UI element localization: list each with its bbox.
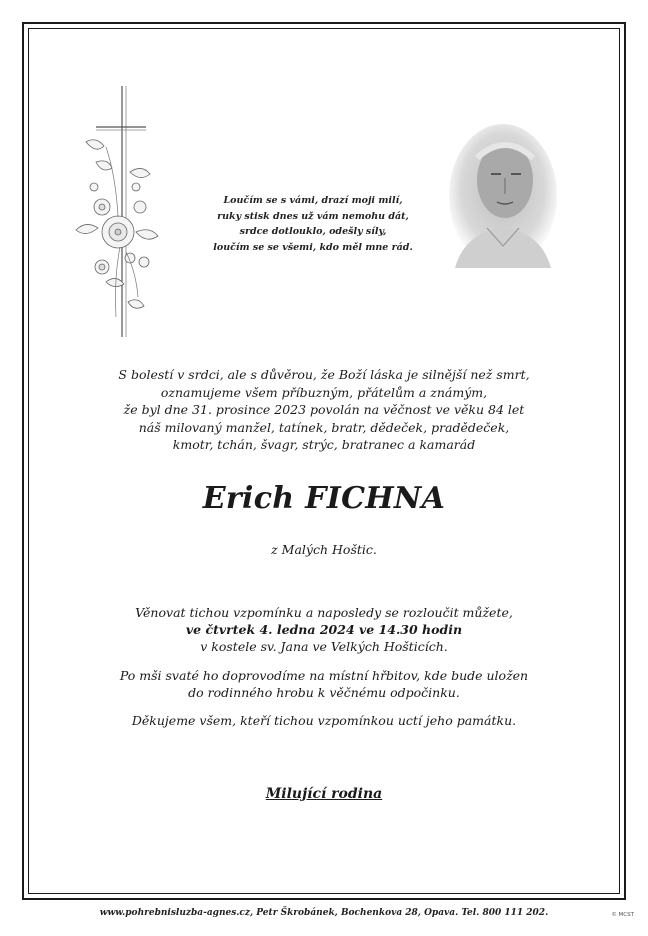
thanks-text: Děkujeme všem, kteří tichou vzpomínkou uctí jeho památku. (131, 713, 517, 728)
ceremony-line: Věnovat tichou vzpomínku a naposledy se rozloučit můžete, (135, 605, 513, 620)
burial-line: Po mši svaté ho doprovodíme na místní hřbitov, kde bude uložen (119, 668, 529, 683)
burial-info (60, 667, 588, 701)
poem-line: loučím se se všemi, kdo měl mne rád. (213, 241, 413, 253)
ceremony-info (60, 604, 588, 655)
signature (0, 784, 648, 804)
poem-line: srdce dotlouklo, odešly síly, (239, 226, 387, 237)
footer-contact: www.pohrebnisluzba-agnes.cz, Petr Škrobánek, Bochenkova 28, Opava. Tel. 800 111 202. (99, 908, 549, 918)
copyright-mark: © MCST (611, 912, 634, 918)
ceremony-place: v kostele sv. Jana ve Velkých Hošticích. (200, 639, 448, 654)
deceased-origin: z Malých Hoštic. (271, 542, 377, 557)
poem-line: Loučím se s vámi, drazí moji milí, (223, 195, 403, 206)
announcement-line: oznamujeme všem příbuzným, přátelům a známým, (160, 384, 488, 400)
announcement-line: náš milovaný manžel, tatínek, bratr, dědeček, pradědeček, (138, 419, 510, 435)
cross-with-flowers-icon (66, 82, 166, 344)
burial-line: do rodinného hrobu k věčnému odpočinku. (188, 685, 460, 700)
portrait-photo (447, 118, 559, 268)
announcement-line: že byl dne 31. prosince 2023 povolán na věčnost ve věku 84 let (123, 402, 525, 417)
announcement-line: kmotr, tchán, švagr, strýc, bratranec a kamarád (172, 437, 476, 452)
deceased-name: Erich FICHNA (202, 481, 446, 516)
poem-line: ruky stisk dnes už vám nemohu dát, (217, 210, 409, 222)
farewell-poem (190, 193, 436, 255)
announcement-line: S bolestí v srdci, ale s důvěrou, že Boží láska je silnější než smrt, (118, 367, 530, 382)
ceremony-date: ve čtvrtek 4. ledna 2024 ve 14.30 hodin (185, 622, 463, 637)
signature-text: Milující rodina (265, 786, 383, 802)
death-announcement (60, 366, 588, 454)
